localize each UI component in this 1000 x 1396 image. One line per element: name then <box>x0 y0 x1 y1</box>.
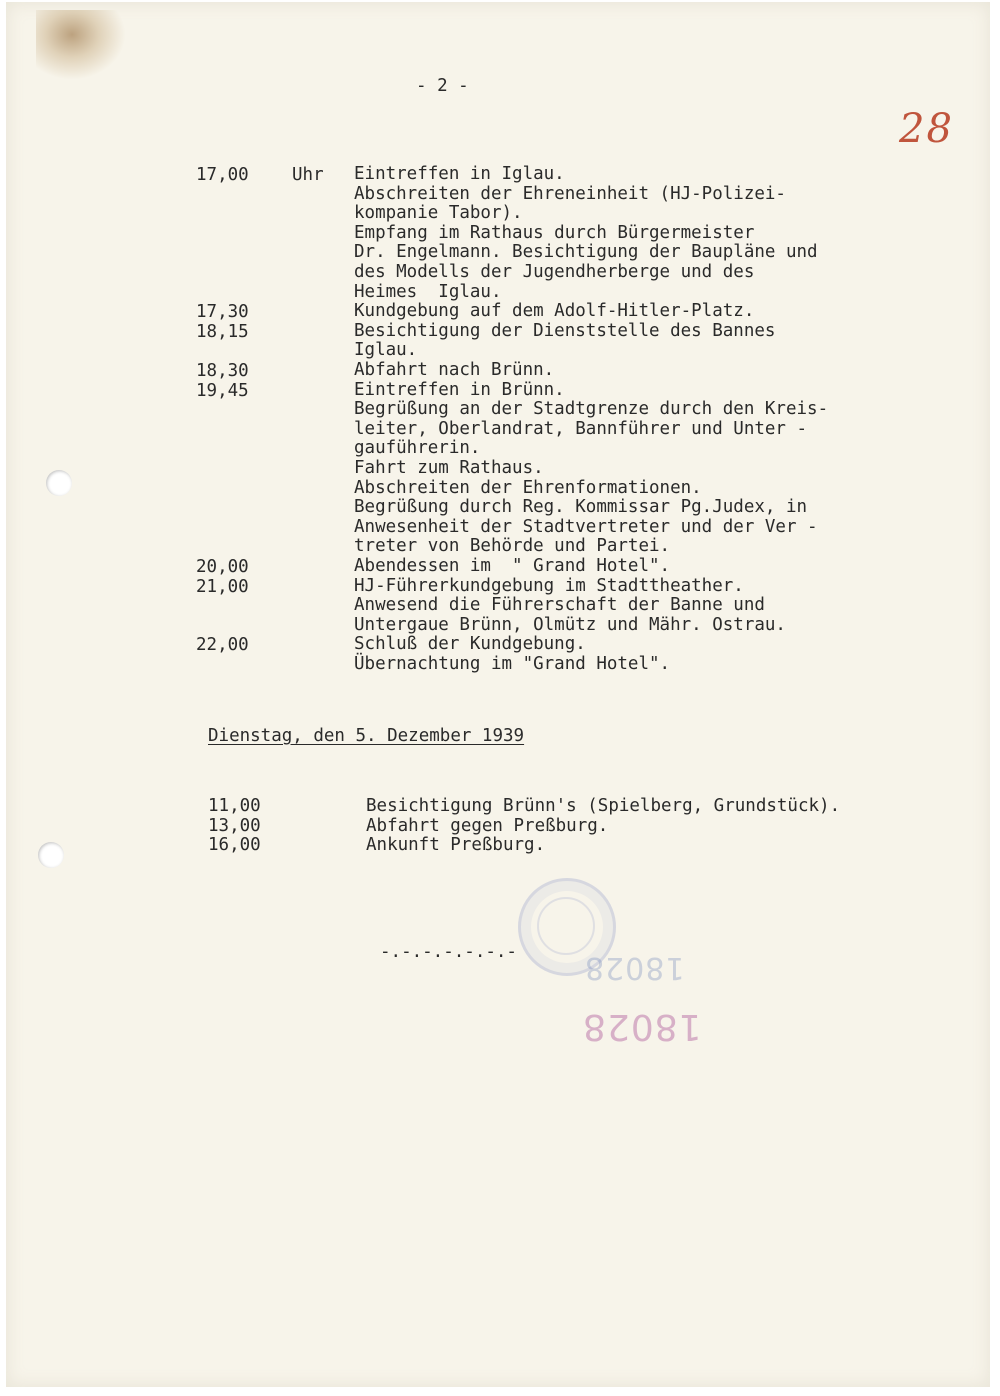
description-line: Fahrt zum Rathaus. <box>354 457 544 478</box>
handwritten-folio-number: 28 <box>899 106 954 152</box>
description-line: Anwesend die Führerschaft der Banne und <box>354 595 765 616</box>
entry-description <box>354 557 670 577</box>
description-line: Iglau. <box>354 340 418 361</box>
entry-description: Besichtigung Brünn's (Spielberg, Grundstück). <box>366 796 841 816</box>
description-line: Abschreiten der Ehreneinheit (HJ-Polizei- <box>354 183 786 204</box>
entry-time: 20,00 <box>196 557 249 577</box>
description-line: Übernachtung im "Grand Hotel". <box>354 653 671 674</box>
entry-time: 19,45 <box>196 380 249 401</box>
page-number: - 2 - <box>416 76 469 96</box>
description-line: gauführerin. <box>354 438 481 459</box>
entry-time: 13,00 <box>208 815 261 836</box>
entry-description <box>354 302 754 322</box>
entry-description <box>354 577 786 636</box>
description-line: kompanie Tabor). <box>354 203 523 224</box>
entry-time: 11,00 <box>208 796 261 816</box>
description-line: Abfahrt nach Brünn. <box>354 360 555 380</box>
description-line: Heimes Iglau. <box>354 281 502 302</box>
description-line: Untergaue Brünn, Olmütz und Mähr. Ostrau. <box>354 614 786 635</box>
archive-number-faint: 18028 <box>584 950 685 985</box>
description-line: Eintreffen in Iglau. <box>354 164 565 184</box>
description-line: Kundgebung auf dem Adolf-Hitler-Platz. <box>354 301 755 322</box>
punch-hole-upper <box>46 470 72 496</box>
entry-time: 16,00 <box>208 835 261 856</box>
description-line: HJ-Führerkundgebung im Stadttheather. <box>354 575 744 596</box>
description-line: Anwesenheit der Stadtvertreter und der Ver - <box>354 516 818 537</box>
description-line: Empfang im Rathaus durch Bürgermeister <box>354 222 755 243</box>
closing-separator: -.-.-.-.-.-.- <box>380 942 517 962</box>
stain <box>36 10 126 80</box>
description-line: leiter, Oberlandrat, Bannführer und Unter - <box>354 418 808 439</box>
description-line: Eintreffen in Brünn. <box>354 379 565 400</box>
description-line: Begrüßung an der Stadtgrenze durch den Kreis- <box>354 399 829 420</box>
description-line: Schluß der Kundgebung. <box>354 634 586 655</box>
description-line: treter von Behörde und Partei. <box>354 536 671 557</box>
entry-description <box>354 381 828 557</box>
description-line: des Modells der Jugendherberge und des <box>354 261 755 282</box>
description-line: Abendessen im " Grand Hotel". <box>354 556 671 576</box>
entry-description <box>354 322 775 361</box>
archive-number: 18028 <box>582 1006 702 1047</box>
entry-time: 18,15 <box>196 321 249 342</box>
entry-description: Abfahrt gegen Preßburg. <box>366 815 609 836</box>
entry-time: 17,30 <box>196 302 249 323</box>
day-heading: Dienstag, den 5. Dezember 1939 <box>208 726 525 746</box>
entry-description <box>354 635 670 674</box>
entry-description <box>354 361 554 381</box>
entry-time: 17,00 <box>196 165 249 185</box>
entry-description: Ankunft Preßburg. <box>366 835 546 856</box>
archive-stamp-inner <box>537 897 595 955</box>
description-line: Dr. Engelmann. Besichtigung der Baupläne und <box>354 242 818 263</box>
entry-time: 22,00 <box>196 635 249 656</box>
description-line: Besichtigung der Dienststelle des Bannes <box>354 320 776 341</box>
entry-unit: Uhr <box>292 165 324 185</box>
entry-time: 21,00 <box>196 576 249 597</box>
document-page <box>6 2 990 1387</box>
description-line: Abschreiten der Ehrenformationen. <box>354 477 702 498</box>
description-line: Begrüßung durch Reg. Kommissar Pg.Judex, in <box>354 497 808 518</box>
punch-hole-lower <box>38 842 64 868</box>
entry-time: 18,30 <box>196 361 249 381</box>
entry-description <box>354 165 818 302</box>
